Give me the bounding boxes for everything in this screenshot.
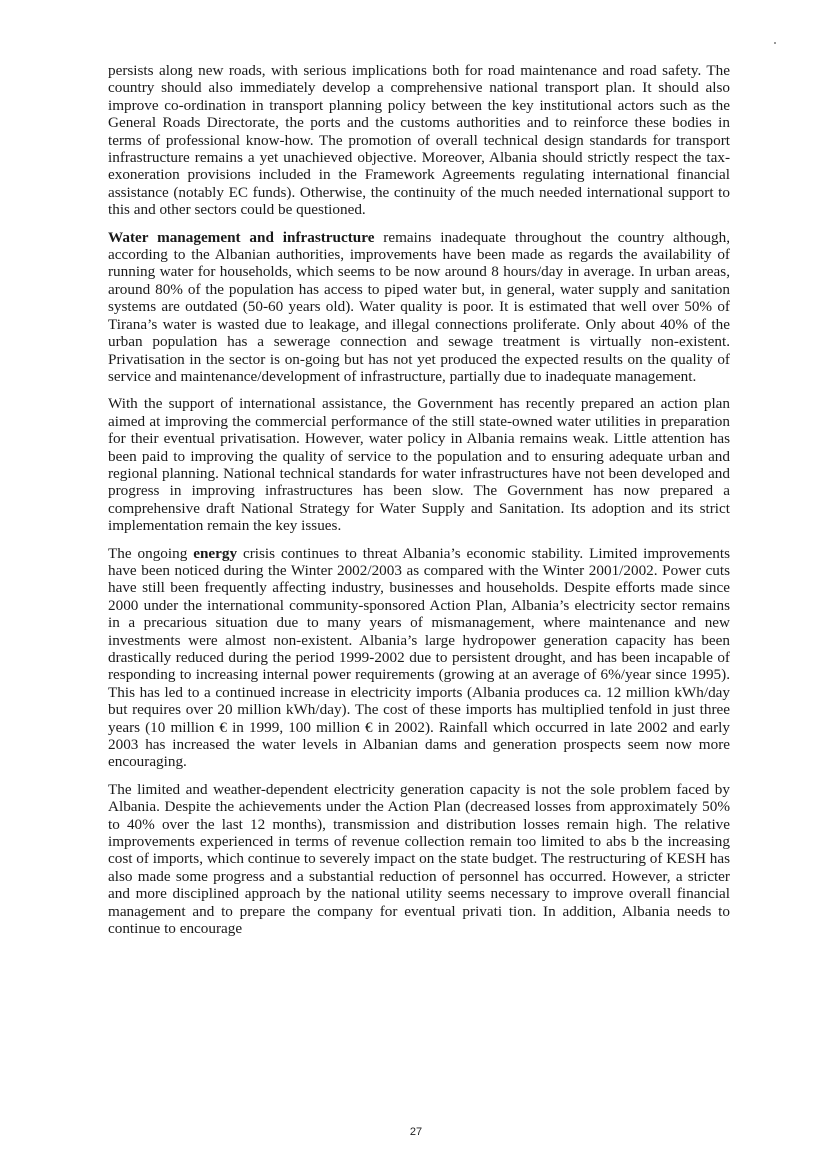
paragraph-text: The ongoing <box>108 544 194 562</box>
page-number: 27 <box>409 1126 423 1138</box>
scan-speck <box>774 42 776 44</box>
heading-term-energy: energy <box>193 544 238 562</box>
paragraph-text: crisis continues to threat Albania’s economic stability. Limited improvements have been noticed during the Winter 2002/2003 as compared with the Winter 2001/2002. Power cuts have still been frequently affecting industry, businesses and households. Despite efforts made since 2000 under the international community-sponsored Action Plan, Albania’s electricity sector remains in a precarious situation due to many years of mismanagement, where maintenance and new investments were almost non-existent. Albania’s large hydropower generation capacity has been drastically reduced during the period 1999-2002 due to persistent drought, and has been incapable of responding to increasing internal power requirements (growing at an average of 6%/year since 1995). This has led to a continued increase in electricity imports (Albania produces ca. 12 million kWh/day but requires over 20 million kWh/day). The cost of these imports has multiplied tenfold in just three years (10 million € in 1999, 100 million € in 2002). Rainfall which occurred in late 2002 and early 2003 has increased the water levels in Albanian dams and generation prospects seem now more encouraging. <box>108 544 730 771</box>
paragraph-water-management <box>108 229 730 386</box>
paragraph-text: remains inadequate throughout the country although, according to the Albanian authorities, improvements have been made as regards the availability of running water for households, which seems to be now around 8 hours/day in average. In urban areas, around 80% of the population has access to piped water but, in general, water supply and sanitation systems are outdated (50-60 years old). Water quality is poor. It is estimated that well over 50% of Tirana’s water is wasted due to leakage, and illegal connections proliferate. Only about 40% of the urban population has a sewerage connection and sewage treatment is virtually non-existent. Privatisation in the sector is on-going but has not yet produced the expected results on the quality of service and maintenance/development of infrastructure, partially due to inadequate management. <box>108 228 730 385</box>
heading-term-water-management: Water management and infrastructure <box>108 228 375 246</box>
paragraph-text: With the support of international assistance, the Government has recently prepared an action plan aimed at improving the commercial performance of the still state-owned water utilities in preparation for their eventual privatisation. However, water policy in Albania remains weak. Little attention has been paid to improving the quality of service to the population and to ensuring adequate urban and regional planning. National technical standards for water infrastructures have not been developed and progress in improving infrastructures has been slow. The Government has now prepared a comprehensive draft National Strategy for Water Supply and Sanitation. Its adoption and its strict implementation remain the key issues. <box>108 395 730 535</box>
paragraph-transport <box>108 62 730 219</box>
paragraph-energy-crisis <box>108 545 730 771</box>
paragraph-text: persists along new roads, with serious implications both for road maintenance and road safety. The country should also immediately develop a comprehensive national transport plan. It should also improve co-ordination in transport planning policy between the key institutional actors such as the General Roads Directorate, the ports and the customs authorities and to reinforce these bodies in terms of professional know-how. The promotion of overall technical design standards for transport infrastructure remains a yet unachieved objective. Moreover, Albania should strictly respect the tax-exoneration provisions included in the Framework Agreements regulating international financial assistance (notably EC funds). Otherwise, the continuity of the much needed international support to this and other sectors could be questioned. <box>108 62 730 219</box>
paragraph-electricity-generation <box>108 781 730 938</box>
paragraph-text: The limited and weather-dependent electricity generation capacity is not the sole problem faced by Albania. Despite the achievements under the Action Plan (decreased losses from approximately 50% to 40% over the last 12 months), transmission and distribution losses remain high. The relative improvements experienced in terms of revenue collection remain too limited to abs b the increasing cost of imports, which continue to severely impact on the state budget. The restructuring of KESH has also made some progress and a substantial reduction of personnel has occurred. However, a stricter and more disciplined approach by the national utility seems necessary to improve overall financial management and to prepare the company for eventual privati tion. In addition, Albania needs to continue to encourage <box>108 780 730 938</box>
document-body <box>108 62 730 948</box>
paragraph-water-policy <box>108 395 730 534</box>
